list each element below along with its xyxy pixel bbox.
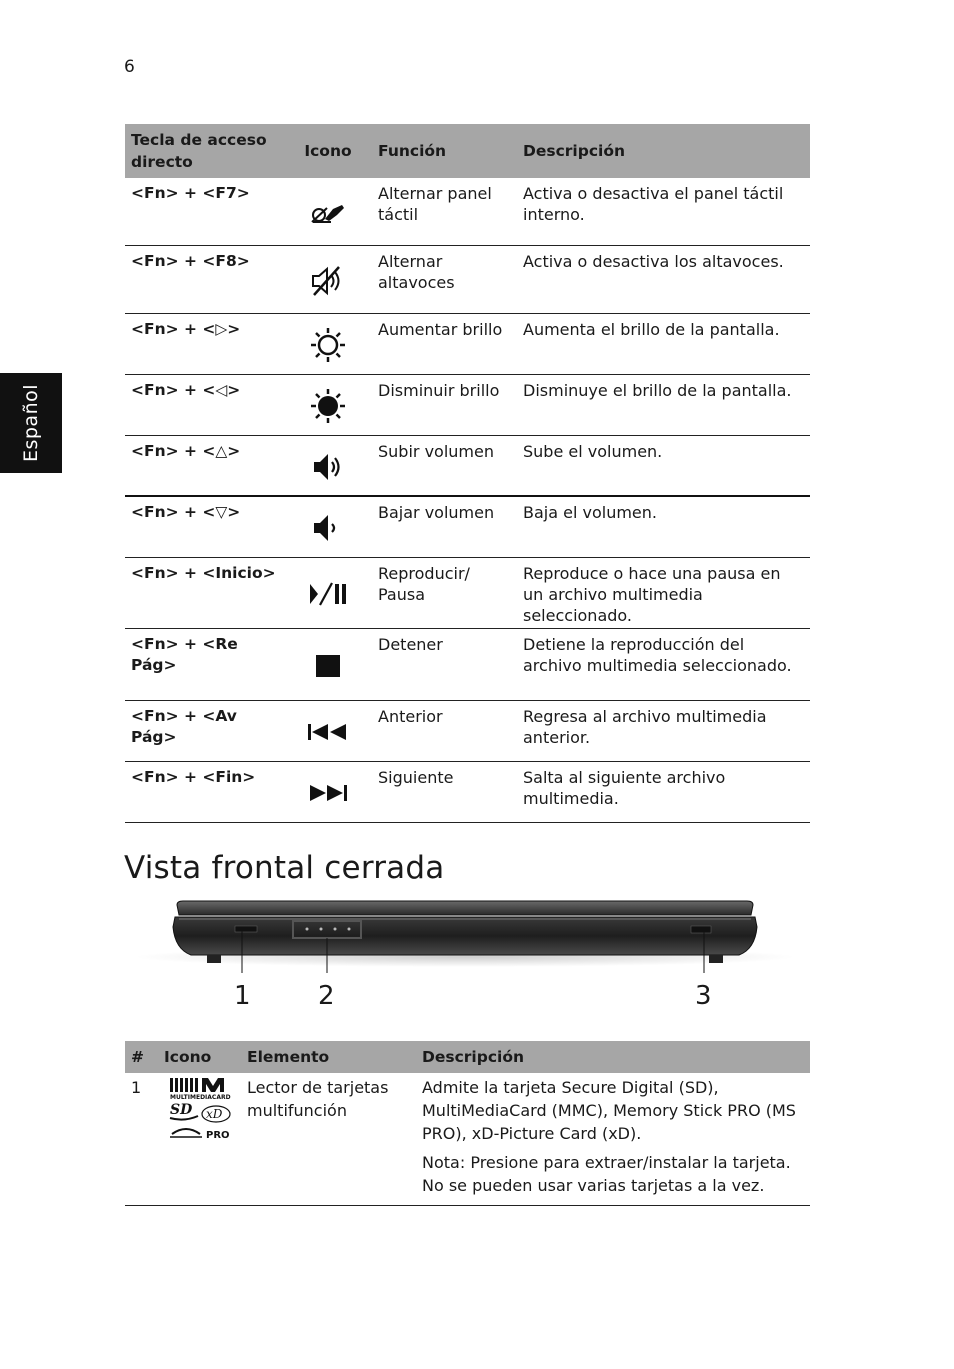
element-description-text: Admite la tarjeta Secure Digital (SD), MultiMediaCard (MMC), Memory Stick PRO (MS PRO), xD-Picture Card (xD). <box>422 1078 796 1143</box>
header-element: Elemento <box>241 1041 416 1073</box>
brightness-down-icon <box>284 374 372 435</box>
hotkey-function: Subir volumen <box>378 441 494 461</box>
language-label: Español <box>20 383 42 463</box>
hotkey-keys: <Fn> + <F8> <box>131 251 250 270</box>
note-label: Nota: <box>422 1153 466 1172</box>
hotkey-keys: <Fn> + <Re Pág> <box>131 634 238 674</box>
hotkey-keys: <Fn> + <△> <box>131 441 241 460</box>
play-pause-icon <box>284 557 372 628</box>
element-note <box>422 1151 804 1197</box>
hotkey-description: Detiene la reproducción del archivo multimedia seleccionado. <box>523 634 792 675</box>
table-row <box>125 178 810 245</box>
section-title: Vista frontal cerrada <box>124 850 445 886</box>
element-description <box>416 1073 810 1206</box>
hotkey-keys: <Fn> + <Fin> <box>131 767 256 786</box>
element-name: Lector de tarjetas multifunción <box>247 1078 389 1120</box>
hotkey-keys: <Fn> + <F7> <box>131 184 250 202</box>
hotkey-keys: <Fn> + <▽> <box>131 503 241 521</box>
volume-down-icon <box>284 496 372 557</box>
callout-number: 1 <box>234 981 251 1011</box>
svg-text:xD: xD <box>206 1107 223 1121</box>
table-row <box>125 496 810 557</box>
table-row <box>125 435 810 496</box>
callout-number: 2 <box>318 981 335 1011</box>
hotkey-function: Reproducir/ Pausa <box>378 563 470 604</box>
hotkey-description: Reproduce o hace una pausa en un archivo multimedia seleccionado. <box>523 563 781 625</box>
table-header-row <box>125 124 810 178</box>
element-number: 1 <box>131 1078 142 1097</box>
hotkey-function: Alternar panel táctil <box>378 184 492 224</box>
volume-up-icon <box>284 435 372 496</box>
hotkey-description: Aumenta el brillo de la pantalla. <box>523 319 780 339</box>
next-track-icon <box>284 761 372 822</box>
header-description: Descripción <box>416 1041 810 1073</box>
header-description: Descripción <box>517 124 810 178</box>
hotkey-description: Activa o desactiva los altavoces. <box>523 251 784 271</box>
brightness-up-icon <box>284 313 372 374</box>
callout-number: 3 <box>695 981 712 1011</box>
hotkey-keys: <Fn> + <▷> <box>131 319 241 338</box>
hotkey-keys: <Fn> + <Inicio> <box>131 563 276 582</box>
table-row <box>125 700 810 761</box>
hotkey-description: Salta al siguiente archivo multimedia. <box>523 767 726 808</box>
elements-table <box>125 1041 810 1206</box>
table-row <box>125 761 810 822</box>
stop-icon <box>284 628 372 700</box>
svg-text:SD: SD <box>170 1102 193 1118</box>
table-row <box>125 374 810 435</box>
header-icon: Icono <box>158 1041 241 1073</box>
hotkey-function: Detener <box>378 634 443 654</box>
header-number: # <box>125 1041 158 1073</box>
hotkey-description: Baja el volumen. <box>523 503 657 522</box>
touchpad-toggle-icon <box>284 178 372 245</box>
hotkeys-table <box>125 124 810 823</box>
hotkey-description: Activa o desactiva el panel táctil interno. <box>523 184 784 224</box>
hotkey-keys: <Fn> + <Av Pág> <box>131 706 237 746</box>
table-row <box>125 557 810 628</box>
table-row <box>125 628 810 700</box>
header-hotkey: Tecla de acceso directo <box>125 124 284 178</box>
hotkey-description: Sube el volumen. <box>523 441 663 461</box>
table-row <box>125 245 810 313</box>
hotkey-function: Alternar altavoces <box>378 251 455 292</box>
card-reader-logos-icon <box>158 1073 241 1206</box>
hotkey-function: Bajar volumen <box>378 503 495 522</box>
note-text: Presione para extraer/instalar la tarjeta. No se pueden usar varias tarjetas a la vez. <box>422 1153 791 1195</box>
ms-pro-logo-text: PRO <box>206 1130 230 1141</box>
hotkey-description: Disminuye el brillo de la pantalla. <box>523 380 792 400</box>
previous-track-icon <box>284 700 372 761</box>
hotkey-function: Aumentar brillo <box>378 319 503 339</box>
hotkey-function: Siguiente <box>378 767 454 787</box>
hotkey-keys: <Fn> + <◁> <box>131 380 241 399</box>
table-row <box>125 1073 810 1206</box>
page-number: 6 <box>124 57 135 77</box>
hotkey-function: Anterior <box>378 706 443 726</box>
speaker-toggle-icon <box>284 245 372 313</box>
header-icon: Icono <box>284 124 372 178</box>
hotkey-description: Regresa al archivo multimedia anterior. <box>523 706 767 747</box>
table-header-row <box>125 1041 810 1073</box>
hotkey-function: Disminuir brillo <box>378 380 500 400</box>
mmc-logo-text: MULTIMEDIACARD <box>170 1094 231 1101</box>
language-side-tab <box>0 373 62 473</box>
table-row <box>125 313 810 374</box>
header-function: Función <box>372 124 517 178</box>
